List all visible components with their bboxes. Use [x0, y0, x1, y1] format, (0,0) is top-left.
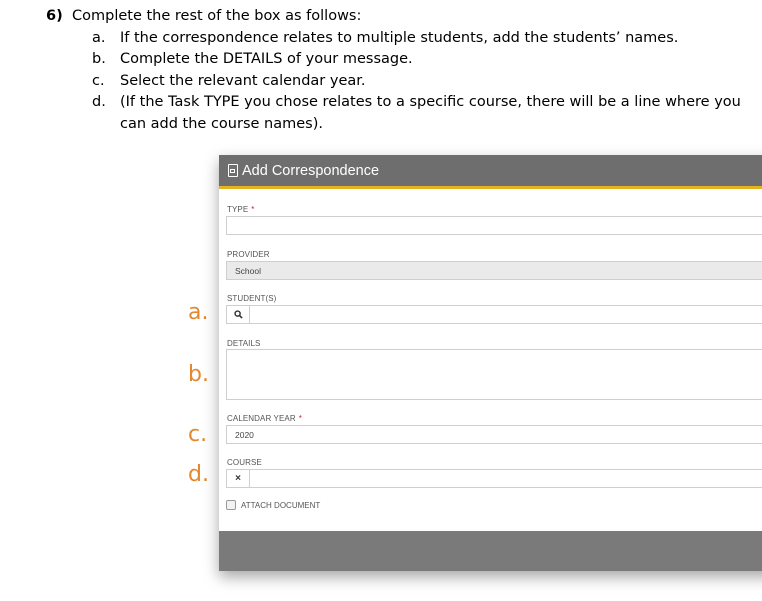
instruction-item-c [92, 71, 746, 93]
instruction-text: Select the relevant calendar year. [120, 72, 366, 89]
calendar-year-label [227, 414, 302, 423]
provider-field [226, 261, 762, 280]
instruction-item-d [92, 92, 746, 135]
instruction-item-a [92, 28, 746, 50]
attach-document-label: ATTACH DOCUMENT [241, 500, 321, 510]
instruction-text: If the correspondence relates to multiple students, add the students’ names. [120, 29, 679, 46]
remove-icon[interactable]: × [227, 470, 250, 487]
step-text: Complete the rest of the box as follows: [72, 8, 362, 24]
calendar-year-value: 2020 [235, 429, 254, 440]
details-textarea[interactable] [226, 349, 762, 400]
provider-label: PROVIDER [227, 250, 270, 259]
required-mark: * [298, 414, 302, 423]
course-input[interactable] [226, 469, 762, 488]
type-label-text: TYPE [227, 205, 249, 214]
instruction-letter: b. [92, 51, 106, 68]
marker-a: a. [188, 300, 209, 325]
search-icon-glyph [234, 310, 243, 319]
details-label: DETAILS [227, 339, 261, 348]
instruction-letter: c. [92, 72, 105, 89]
type-label [227, 205, 255, 214]
instruction-letter: d. [92, 94, 106, 111]
step-heading [46, 6, 746, 28]
required-mark: * [251, 205, 255, 214]
marker-c: c. [188, 422, 208, 447]
dialog-title: Add Correspondence [242, 162, 380, 179]
dialog-footer [219, 531, 762, 571]
dialog-header [219, 155, 762, 189]
attach-document-checkbox[interactable] [226, 500, 236, 510]
provider-value: School [235, 265, 261, 276]
attach-document-row[interactable] [226, 500, 320, 510]
instruction-list [92, 28, 746, 136]
instruction-item-b [92, 49, 746, 71]
students-input[interactable] [226, 305, 762, 324]
calendar-year-label-text: CALENDAR YEAR [227, 414, 296, 423]
calendar-year-select[interactable] [226, 425, 762, 444]
type-select[interactable] [226, 216, 762, 235]
marker-b: b. [188, 362, 209, 387]
instruction-letter: a. [92, 29, 106, 46]
course-label: COURSE [227, 458, 262, 467]
instruction-text: (If the Task TYPE you chose relates to a specific course, there will be a line where you can add the course names). [120, 94, 741, 132]
students-label: STUDENT(S) [227, 294, 277, 303]
instruction-text: Complete the DETAILS of your message. [120, 51, 413, 68]
instructions [46, 6, 746, 136]
step-number: 6) [46, 8, 63, 24]
document-icon [228, 164, 238, 177]
marker-d: d. [188, 462, 209, 487]
search-icon[interactable] [227, 306, 250, 323]
add-correspondence-dialog [219, 155, 762, 571]
